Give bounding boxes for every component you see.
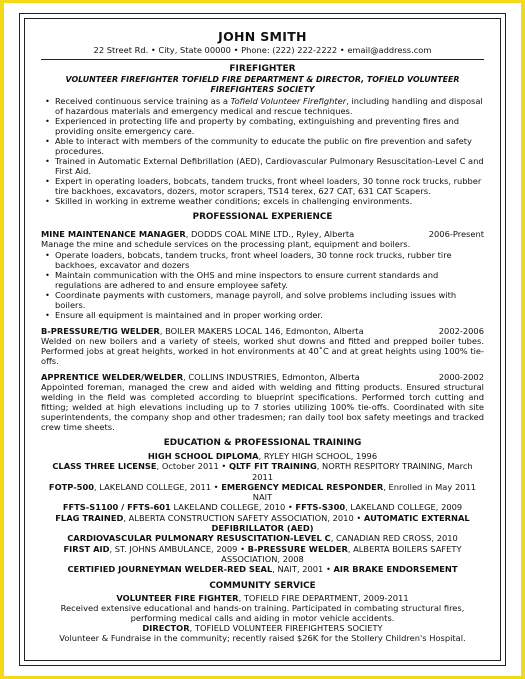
experience-list: [41, 229, 484, 432]
objective-bullet: • Trained in Automatic External Defibrillation (AED), Cardiovascular Pulmonary Resuscitation-Level C and First Aid.: [41, 156, 484, 176]
education-detail: , ALBERTA CONSTRUCTION SAFETY ASSOCIATION, 2010 •: [123, 512, 364, 523]
education-item: [41, 451, 484, 461]
education-detail: , LAKELAND COLLEGE, 2009: [345, 502, 463, 513]
objective-subtitle: VOLUNTEER FIREFIGHTER TOFIELD FIRE DEPARTMENT & DIRECTOR, TOFIELD VOLUNTEER FIREFIGHTERS SOCIETY: [65, 75, 460, 94]
job-bullet: • Coordinate payments with customers, manage payroll, and solve problems including issues with boilers.: [41, 290, 484, 310]
job-description: Appointed foreman, managed the crew and aided with welding and fitting products. Ensured structural welding in the field was completed according to blueprint specifications. Performed torch cutting and fitting; welded at high elevations including up to 7 stories utilizing 100% tie-offs. Coordinated with site superintendents, the company shop and other tradesmen; ran daily tool box safety meetings and tracked crew time sheets.: [41, 382, 484, 432]
objective-bullet: • Skilled in working in extreme weather conditions; excels in challenging environments.: [41, 196, 484, 206]
objective-title: FIREFIGHTER: [229, 64, 296, 74]
education-credential: QLTF FIT TRAINING: [228, 461, 317, 472]
education-detail: LAKELAND COLLEGE, 2010 •: [170, 502, 296, 513]
community-org: , TOFIELD FIRE DEPARTMENT, 2009-2011: [238, 592, 409, 603]
education-credential: CARDIOVASCULAR PULMONARY RESUSCITATION-LEVEL C: [67, 533, 331, 544]
job-header: [41, 372, 484, 382]
objective-bullet: • Experienced in protecting life and property by combating, extinguishing and preventing fires and providing onsite emergency care.: [41, 116, 484, 136]
education-credential: FLAG TRAINED: [55, 512, 124, 523]
community-description: Received extensive educational and hands-on training. Participated in combating structural fires, performing medical calls and aiding in motor vehicle accidents.: [60, 602, 465, 623]
candidate-name: JOHN SMITH: [218, 29, 307, 44]
community-role-title: [41, 593, 484, 603]
education-item: [41, 544, 484, 565]
education-item: [41, 533, 484, 543]
community-role-title: [41, 623, 484, 633]
yellow-border-frame: [4, 3, 521, 676]
job-dates: 2006-Present: [428, 229, 484, 239]
education-item: [41, 482, 484, 503]
header-divider: [41, 59, 484, 60]
experience-heading: PROFESSIONAL EXPERIENCE: [192, 212, 333, 222]
job-dates: 2002-2006: [438, 326, 484, 336]
education-credential: HIGH SCHOOL DIPLOMA: [147, 451, 259, 461]
objective-bullet: • Received continuous service training as a Tofield Volunteer Firefighter, including handling and disposal of hazardous materials and emergency medical and rescue techniques.: [41, 96, 484, 116]
education-credential: CERTIFIED JOURNEYMAN WELDER-RED SEAL: [67, 564, 273, 575]
education-detail: , CANADIAN RED CROSS, 2010: [330, 533, 458, 544]
job-title-line: [41, 326, 364, 336]
education-detail: , NAIT, 2001 •: [272, 564, 334, 575]
community-description: Volunteer & Fundraise in the community; recently raised $26K for the Stollery Children's Hospital.: [59, 632, 466, 643]
job-org: , DODDS COAL MINE LTD., Ryley, Alberta: [185, 229, 355, 239]
contact-line: 22 Street Rd. • City, State 00000 • Phone: (222) 222-2222 • email@address.com: [93, 45, 432, 55]
job-org: , COLLINS INDUSTRIES, Edmonton, Alberta: [183, 372, 360, 382]
job-bullets: [41, 250, 484, 320]
education-item: [41, 461, 484, 482]
resume-content: [24, 18, 501, 661]
job-title: APPRENTICE WELDER/WELDER: [41, 372, 184, 382]
education-credential: AUTOMATIC EXTERNAL DEFIBRILLATOR (AED): [211, 512, 470, 534]
community-role: VOLUNTEER FIRE FIGHTER: [116, 592, 239, 603]
job-description: Manage the mine and schedule services on the processing plant, equipment and boilers.: [41, 239, 411, 249]
education-credential: AIR BRAKE ENDORSEMENT: [333, 564, 458, 575]
objective-bullet: • Able to interact with members of the community to educate the public on fire prevention and safety procedures.: [41, 136, 484, 156]
education-detail: , Enrolled in May 2011 NAIT: [252, 481, 477, 503]
education-list: [41, 451, 484, 575]
education-detail: , NORTH RESPITORY TRAINING, March 2011: [251, 461, 473, 482]
job-bullet: • Maintain communication with the OHS and mine inspectors to ensure current standards and regulations are adhered to and ensure employee safety.: [41, 270, 484, 290]
community-role: DIRECTOR: [142, 622, 190, 633]
resume-page: [19, 13, 506, 666]
education-detail: , ST. JOHNS AMBULANCE, 2009 •: [109, 543, 248, 554]
job-bullet: • Ensure all equipment is maintained and in proper working order.: [41, 310, 484, 320]
job-title-line: [41, 229, 354, 239]
community-list: [41, 593, 484, 643]
job-org: , BOILER MAKERS LOCAL 146, Edmonton, Alberta: [159, 326, 364, 336]
job-title: B-PRESSURE/TIG WELDER: [41, 326, 160, 336]
objective-bullets: [41, 96, 484, 206]
education-credential: B-PRESSURE WELDER: [247, 543, 348, 554]
community-org: , TOFIELD VOLUNTEER FIREFIGHTERS SOCIETY: [189, 622, 383, 633]
community-heading: COMMUNITY SERVICE: [209, 580, 316, 591]
objective-bullet: • Expert in operating loaders, bobcats, tandem trucks, front wheel loaders, 30 tonne rock trucks, rubber tire backhoes, excavators, dozers, motor scrapers, TS14 terex, 627 CAT, 631 CAT Scapers.: [41, 176, 484, 196]
job-header: [41, 326, 484, 336]
job-bullet: • Operate loaders, bobcats, tandem trucks, front wheel loaders, 30 tonne rock trucks, rubber tire backhoes, excavator and dozers: [41, 250, 484, 270]
education-credential: FIRST AID: [63, 543, 110, 554]
education-detail: , ALBERTA BOILERS SAFETY ASSOCIATION, 2008: [221, 543, 462, 564]
job-dates: 2000-2002: [438, 372, 484, 382]
education-item: [41, 564, 484, 574]
education-credential: FFTS-S1100 / FFTS-601: [62, 502, 171, 513]
education-credential: CLASS THREE LICENSE: [52, 461, 157, 472]
education-item: [41, 513, 484, 534]
objective-emphasis: Tofield Volunteer Firefighter: [230, 96, 347, 106]
job-header: [41, 229, 484, 239]
education-heading: EDUCATION & PROFESSIONAL TRAINING: [163, 438, 362, 448]
education-detail: , October 2011 •: [156, 461, 229, 472]
education-detail: , LAKELAND COLLEGE, 2011 •: [94, 481, 222, 492]
education-credential: FFTS-S300: [295, 502, 346, 513]
education-detail: , RYLEY HIGH SCHOOL, 1996: [258, 451, 378, 461]
job-description: Welded on new boilers and a variety of steels, worked shut downs and fitted and prepped boiler tubes. Performed jobs at great heights, worked in hot environments at 40˚C and at great heights using 100% tie-offs.: [41, 336, 484, 366]
job-title-line: [41, 372, 360, 382]
job-title: MINE MAINTENANCE MANAGER: [41, 229, 186, 239]
education-item: [41, 502, 484, 512]
education-credential: EMERGENCY MEDICAL RESPONDER: [221, 481, 384, 492]
education-credential: FOTP-500: [48, 481, 94, 492]
